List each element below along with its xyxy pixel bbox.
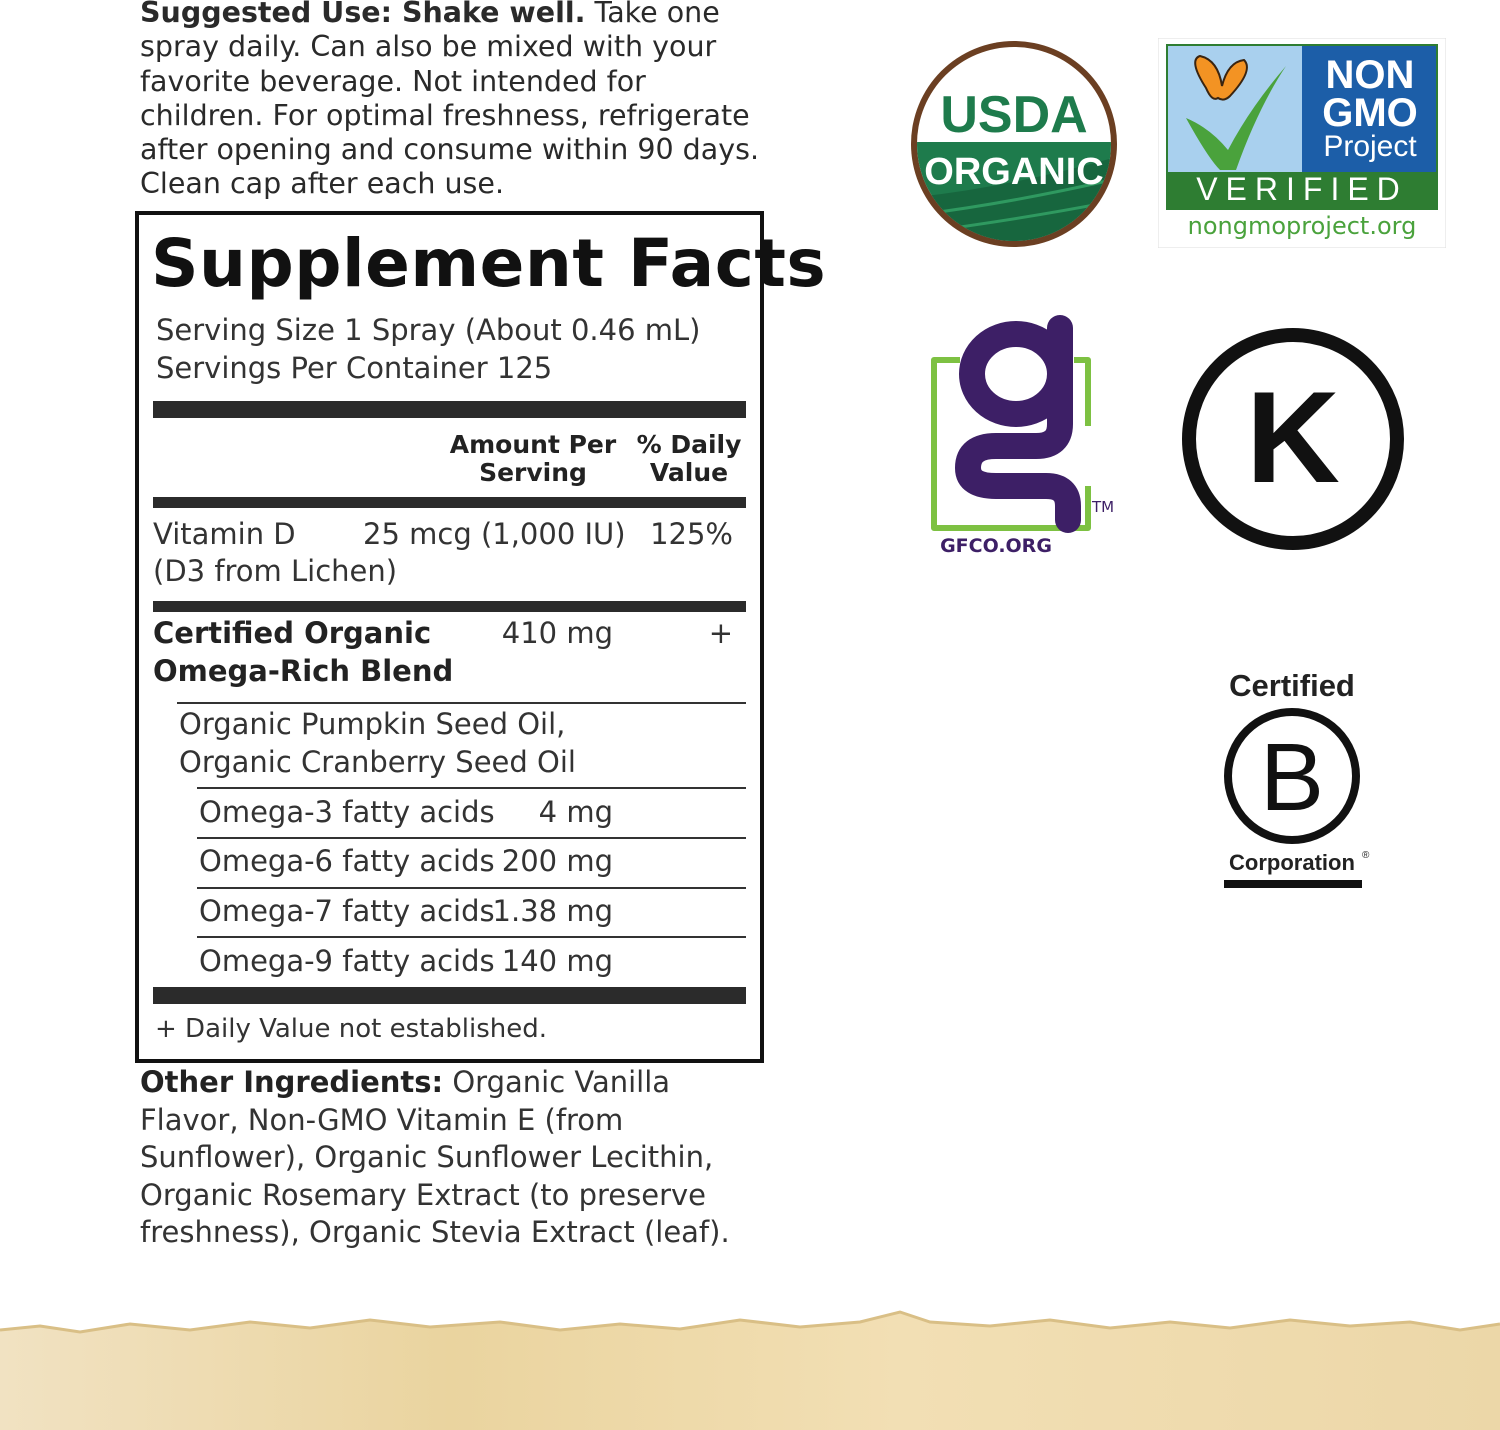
fatty-acid-name: Omega-9 fatty acids — [199, 944, 495, 978]
header-daily-value: % Daily Value — [636, 430, 742, 487]
organic-text: ORGANIC — [924, 151, 1104, 193]
gmo-text: GMO — [1322, 91, 1418, 135]
blend-amount: 410 mg — [501, 616, 613, 650]
verified-text: VERIFIED — [1196, 171, 1408, 207]
gfco-url-text: GFCO.ORG — [940, 535, 1052, 557]
kosher-k-badge — [1180, 326, 1406, 552]
other-ingredients-body: Organic Vanilla Flavor, Non-GMO Vitamin E (from Sunflower), Organic Sunflower Lecithin, Organic Rosemary Extract (to preserve freshness), Organic Stevia Extract (leaf). — [140, 1065, 730, 1249]
supplement-facts-panel — [135, 211, 827, 1063]
blend-oils-line2: Organic Cranberry Seed Oil — [179, 745, 576, 779]
suggested-use-text — [140, 0, 760, 202]
project-text: Project — [1323, 130, 1417, 163]
bcorp-b-letter: B — [1259, 724, 1325, 831]
blend-name-line1: Certified Organic — [153, 616, 432, 650]
fatty-acid-name: Omega-3 fatty acids — [199, 795, 495, 829]
divider-medium — [153, 601, 746, 612]
serving-size: Serving Size 1 Spray (About 0.46 mL) — [156, 313, 701, 347]
divider-thin — [197, 887, 746, 889]
bcorp-registered-mark: ® — [1362, 850, 1370, 861]
divider-thin — [177, 702, 746, 704]
torn-paper-background — [0, 1300, 1500, 1430]
usda-text: USDA — [940, 86, 1088, 144]
suggested-use-label: Suggested Use: Shake well. — [140, 0, 586, 29]
vitamin-d-name: Vitamin D — [153, 517, 296, 551]
gfco-tm-text: TM — [1092, 498, 1115, 516]
bcorp-certified-text: Certified — [1229, 668, 1355, 703]
divider-thick — [153, 987, 746, 1004]
fatty-acid-name: Omega-7 fatty acids — [199, 894, 495, 928]
serving-info — [156, 311, 701, 387]
non-text: NON — [1325, 53, 1415, 97]
divider-thin — [197, 837, 746, 839]
fatty-acid-amount: 4 mg — [538, 795, 613, 829]
gfco-gluten-free-badge — [926, 306, 1118, 558]
vitamin-d-amount: 25 mcg (1,000 IU) — [363, 517, 626, 551]
other-ingredients — [140, 1064, 760, 1252]
b-corporation-badge — [1214, 664, 1374, 894]
header-amount: Amount Per Serving — [449, 430, 617, 487]
blend-dv: + — [708, 616, 733, 650]
fatty-acid-name: Omega-6 fatty acids — [199, 844, 495, 878]
divider-thin — [197, 787, 746, 789]
divider-thick — [153, 401, 746, 418]
fatty-acid-amount: 1.38 mg — [492, 894, 613, 928]
non-gmo-project-badge — [1158, 38, 1446, 248]
usda-organic-seal — [908, 38, 1120, 250]
blend-name-line2: Omega-Rich Blend — [153, 654, 454, 688]
servings-per-container: Servings Per Container 125 — [156, 351, 553, 385]
fatty-acid-amount: 200 mg — [501, 844, 613, 878]
suggested-use-body: Take one spray daily. Can also be mixed with your favorite beverage. Not intended for children. For optimal freshness, refrigerate after opening and consume within 90 days. Clean cap after each use. — [140, 0, 760, 201]
blend-oils-line1: Organic Pumpkin Seed Oil, — [179, 707, 566, 741]
nongmo-url-text: nongmoproject.org — [1187, 212, 1417, 240]
footnote: + Daily Value not established. — [155, 1014, 548, 1044]
divider-thin — [197, 936, 746, 938]
divider-medium — [153, 497, 746, 508]
vitamin-d-dv: 125% — [650, 517, 733, 551]
vitamin-d-source: (D3 from Lichen) — [153, 554, 398, 588]
bcorp-corporation-text: Corporation — [1229, 850, 1355, 875]
other-ingredients-label: Other Ingredients: — [140, 1065, 444, 1099]
kosher-k-letter: K — [1246, 364, 1340, 510]
fatty-acid-amount: 140 mg — [501, 944, 613, 978]
facts-title: Supplement Facts — [151, 225, 827, 302]
